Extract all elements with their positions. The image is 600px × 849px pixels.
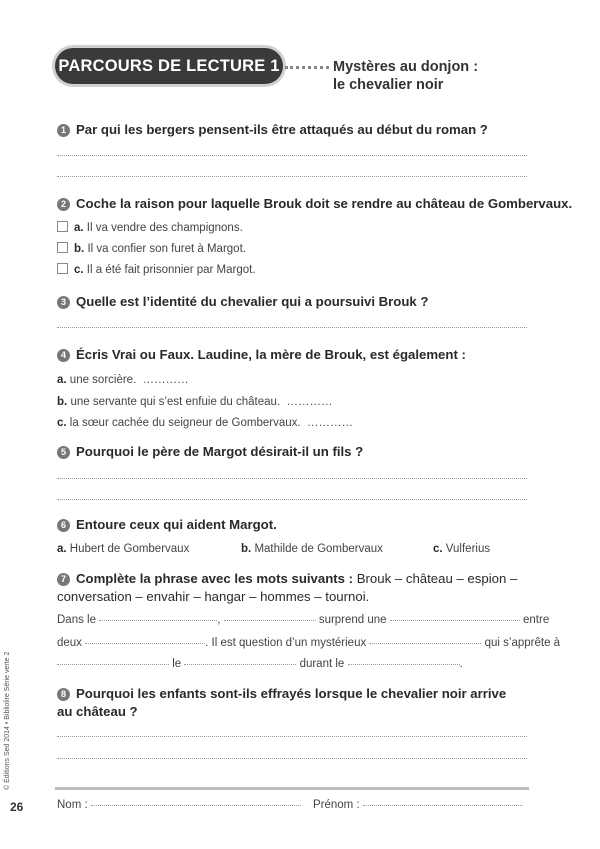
option-letter: a. xyxy=(74,222,84,234)
choice-letter: a. xyxy=(57,543,67,555)
question-1-text: Par qui les bergers pensent-ils être attaqués au début du roman ? xyxy=(76,122,488,137)
fill-blank[interactable] xyxy=(390,620,520,621)
sentence-fragment: qui s’apprête à xyxy=(484,637,561,649)
item-letter: b. xyxy=(57,396,68,408)
question-number-4: 4 xyxy=(57,349,70,362)
fill-blank[interactable] xyxy=(57,664,169,665)
sentence-fragment: . Il est question d’un mystérieux xyxy=(205,637,367,649)
sentence-fragment: deux xyxy=(57,637,82,649)
sentence-fragment: surprend une xyxy=(318,614,387,626)
name-blank[interactable] xyxy=(91,805,301,806)
option-a[interactable] xyxy=(57,221,243,236)
checkbox-icon[interactable] xyxy=(57,242,68,253)
option-text: Il a été fait prisonnier par Margot. xyxy=(86,264,256,276)
option-c[interactable] xyxy=(57,263,256,278)
title-banner: PARCOURS DE LECTURE 1 xyxy=(55,48,283,84)
option-b[interactable] xyxy=(57,242,246,257)
question-2-text: Coche la raison pour laquelle Brouk doit se rendre au château de Gombervaux. xyxy=(76,196,573,211)
question-2 xyxy=(57,195,572,213)
true-false-blank[interactable]: ………… xyxy=(142,374,189,386)
choice-text: Mathilde de Gombervaux xyxy=(254,543,383,555)
fill-blank[interactable] xyxy=(85,643,205,644)
true-false-blank[interactable]: ………… xyxy=(286,396,333,408)
answer-line[interactable] xyxy=(57,176,527,177)
fill-blank[interactable] xyxy=(184,664,296,665)
question-8 xyxy=(57,685,506,703)
choice-b[interactable] xyxy=(241,542,383,557)
chapter-title-line2: le chevalier noir xyxy=(333,77,444,93)
item-text: une sorcière. xyxy=(69,374,137,386)
choice-letter: b. xyxy=(241,543,252,555)
firstname-label: Prénom : xyxy=(313,799,360,811)
word-list-2: conversation – envahir – hangar – hommes – tournoi. xyxy=(57,589,370,604)
choice-text: Vulferius xyxy=(445,543,491,555)
item-text: une servante qui s’est enfuie du château. xyxy=(70,396,281,408)
question-4 xyxy=(57,346,466,364)
question-number-1: 1 xyxy=(57,124,70,137)
firstname-blank[interactable] xyxy=(363,805,523,806)
chapter-title-line1: Mystères au donjon : xyxy=(333,59,479,75)
footer-separator xyxy=(55,787,529,790)
question-5 xyxy=(57,443,363,461)
question-4-text: Écris Vrai ou Faux. Laudine, la mère de Brouk, est également : xyxy=(76,347,466,362)
statement-a xyxy=(57,373,189,388)
answer-line[interactable] xyxy=(57,499,527,500)
answer-line[interactable] xyxy=(57,155,527,156)
sentence-fragment: , xyxy=(217,614,221,626)
item-text: la sœur cachée du seigneur de Gombervaux. xyxy=(69,417,301,429)
statement-b xyxy=(57,395,333,410)
word-list-1: Brouk – château – espion – xyxy=(356,571,518,586)
sentence-fragment: le xyxy=(172,658,182,670)
true-false-blank[interactable]: ………… xyxy=(306,417,353,429)
sentence-fragment: Dans le xyxy=(57,614,96,626)
question-7 xyxy=(57,570,517,588)
sentence-fragment: entre xyxy=(523,614,550,626)
fill-blank[interactable] xyxy=(224,620,316,621)
question-8-text: Pourquoi les enfants sont-ils effrayés lorsque le chevalier noir arrive xyxy=(76,686,507,701)
option-letter: c. xyxy=(74,264,84,276)
fill-sentence-line-3 xyxy=(57,657,463,672)
question-number-2: 2 xyxy=(57,198,70,211)
answer-line[interactable] xyxy=(57,758,527,759)
question-number-7: 7 xyxy=(57,573,70,586)
question-3 xyxy=(57,293,428,311)
checkbox-icon[interactable] xyxy=(57,221,68,232)
sentence-fragment: . xyxy=(459,658,463,670)
name-label: Nom : xyxy=(57,799,88,811)
question-number-8: 8 xyxy=(57,688,70,701)
answer-line[interactable] xyxy=(57,478,527,479)
question-number-6: 6 xyxy=(57,519,70,532)
question-8-text-line2: au château ? xyxy=(57,704,138,719)
choice-a[interactable] xyxy=(57,542,189,557)
item-letter: a. xyxy=(57,374,67,386)
item-letter: c. xyxy=(57,417,67,429)
fill-blank[interactable] xyxy=(348,664,460,665)
option-letter: b. xyxy=(74,243,85,255)
question-5-text: Pourquoi le père de Margot désirait-il un fils ? xyxy=(76,444,364,459)
question-3-text: Quelle est l’identité du chevalier qui a poursuivi Brouk ? xyxy=(76,294,429,309)
name-field[interactable] xyxy=(57,799,301,811)
choice-letter: c. xyxy=(433,543,443,555)
fill-blank[interactable] xyxy=(99,620,217,621)
answer-line[interactable] xyxy=(57,736,527,737)
chapter-title xyxy=(333,58,478,94)
choice-c[interactable] xyxy=(433,542,490,557)
question-1 xyxy=(57,121,488,139)
question-6 xyxy=(57,516,277,534)
question-number-3: 3 xyxy=(57,296,70,309)
question-number-5: 5 xyxy=(57,446,70,459)
option-text: Il va confier son furet à Margot. xyxy=(87,243,246,255)
copyright-notice: © Éditions Sed 2014 • Bibliolire Série verte 2 xyxy=(4,651,11,790)
statement-c xyxy=(57,416,353,431)
fill-blank[interactable] xyxy=(369,643,481,644)
firstname-field[interactable] xyxy=(313,799,523,811)
page-number: 26 xyxy=(10,800,24,814)
sentence-fragment: durant le xyxy=(299,658,345,670)
question-6-text: Entoure ceux qui aident Margot. xyxy=(76,517,277,532)
banner-connector xyxy=(285,66,329,69)
option-text: Il va vendre des champignons. xyxy=(86,222,243,234)
question-7-text: Complète la phrase avec les mots suivants : xyxy=(76,571,354,586)
answer-line[interactable] xyxy=(57,327,527,328)
fill-sentence-line-1 xyxy=(57,613,549,628)
choice-text: Hubert de Gombervaux xyxy=(69,543,190,555)
fill-sentence-line-2 xyxy=(57,636,560,651)
checkbox-icon[interactable] xyxy=(57,263,68,274)
